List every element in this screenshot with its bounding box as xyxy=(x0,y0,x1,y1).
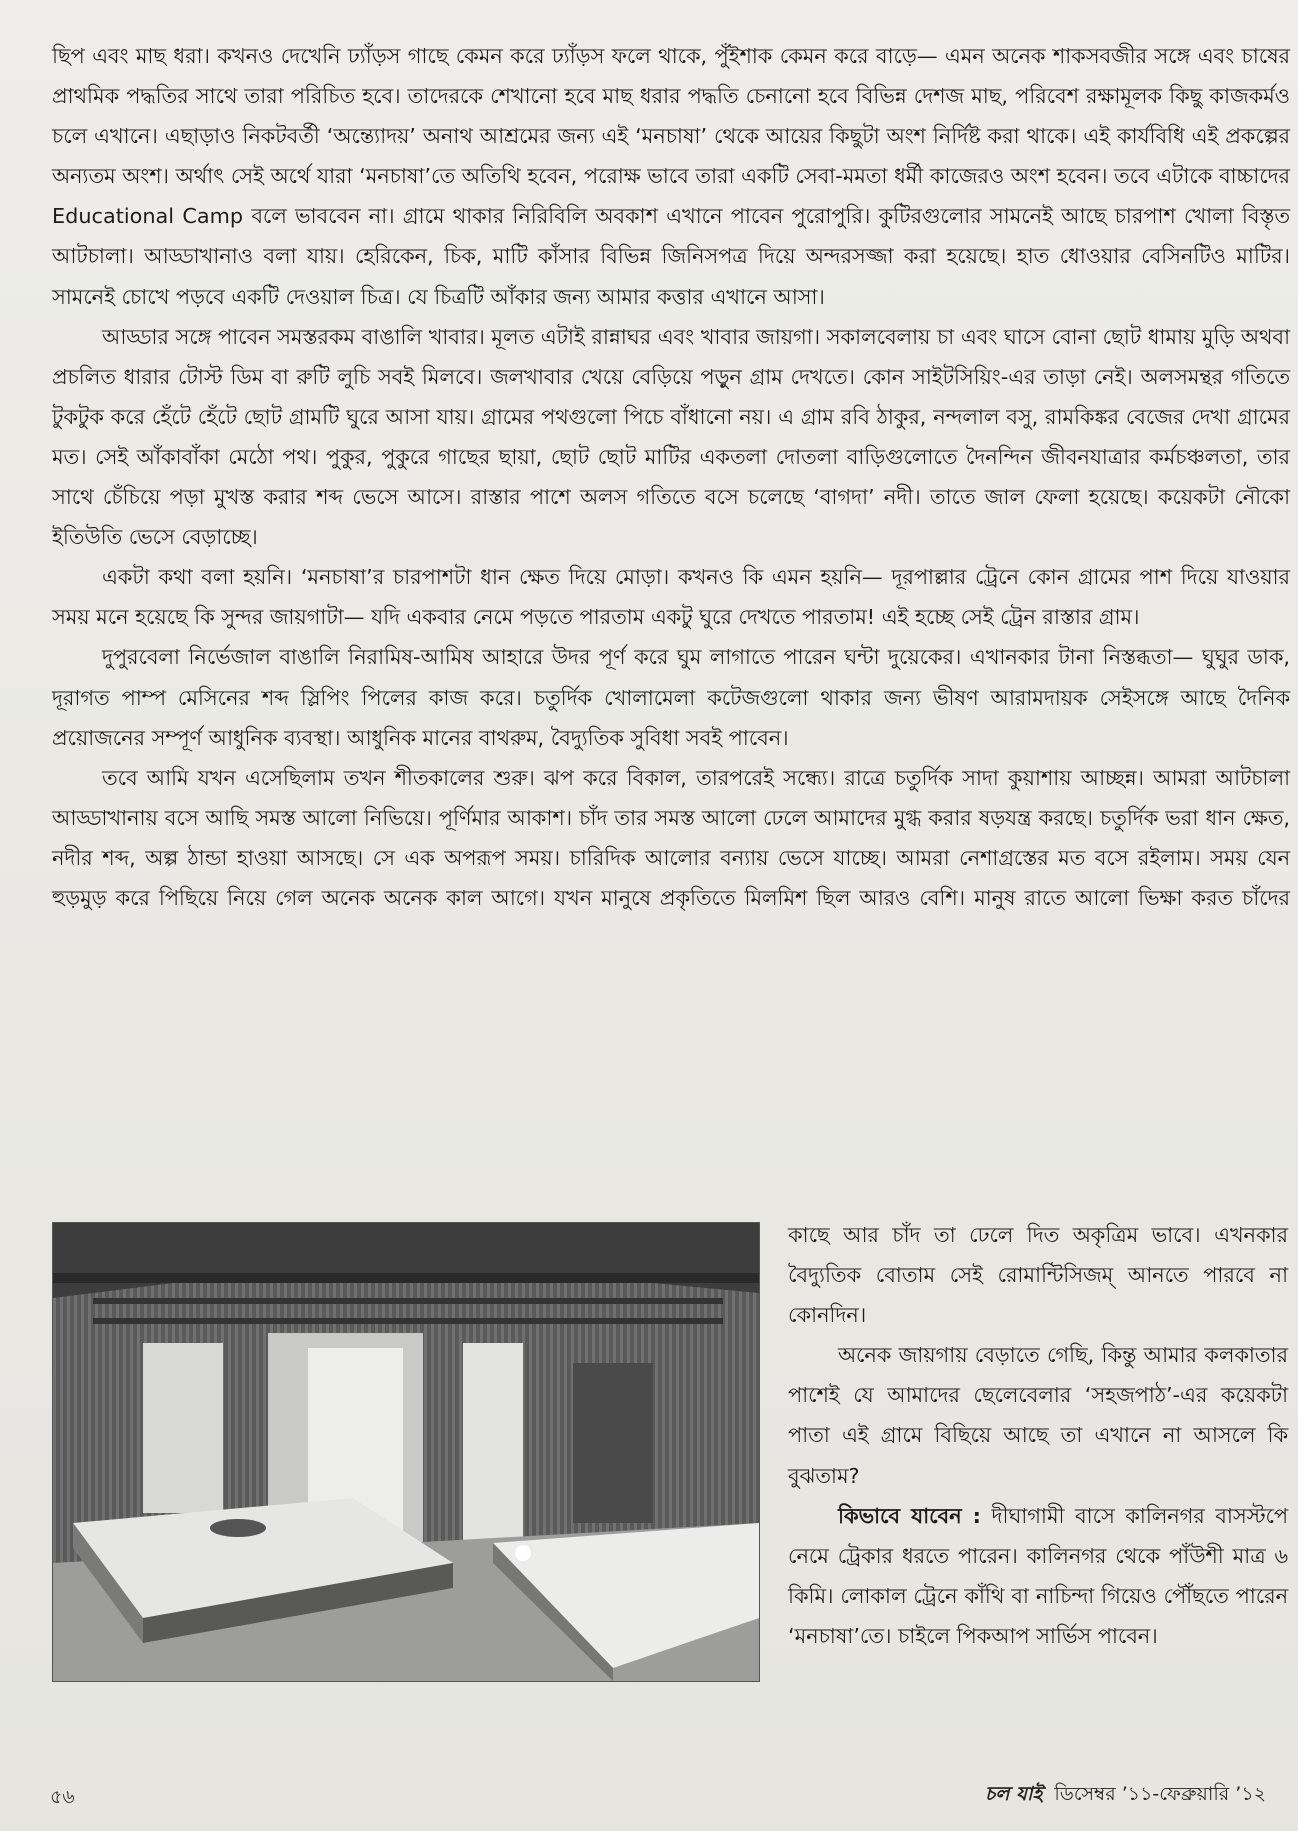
article-body xyxy=(52,36,1290,918)
paragraph-4: দুপুরবেলা নির্ভেজাল বাঙালি নিরামিষ-আমিষ আহারে উদর পূর্ণ করে ঘুম লাগাতে পারেন ঘন্টা দুয়েকের। এখানকার টানা নিস্তব্ধতা— ঘুঘুর ডাক, দূরাগত পাম্প মেসিনের শব্দ স্লিপিং পিলের কাজ করে। চতুর্দিক খোলামেলা কটেজগুলো থাকার জন্য ভীষণ আরামদায়ক সেইসঙ্গে আছে দৈনিক প্রয়োজনের সম্পূর্ণ আধুনিক ব্যবস্থা। আধুনিক মানের বাথরুম, বৈদ্যুতিক সুবিধা সবই পাবেন। xyxy=(52,645,1290,750)
cottage-interior-photo xyxy=(52,1222,760,1682)
page-number: ৫৬ xyxy=(50,1786,75,1808)
paragraph-2: আড্ডার সঙ্গে পাবেন সমস্তরকম বাঙালি খাবার। মূলত এটাই রান্নাঘর এবং খাবার জায়গা। সকালবেলায় চা এবং ঘাসে বোনা ছোট ধামায় মুড়ি অথবা প্রচলিত ধারার টোস্ট ডিম বা রুটি লুচি সবই মিলবে। জলখাবার খেয়ে বেড়িয়ে পড়ুন গ্রাম দেখতে। কোন সাইটসিয়িং-এর তাড়া নেই। অলসমন্থর গতিতে টুকটুক করে হেঁটে হেঁটে ছোট গ্রামটি ঘুরে আসা যায়। গ্রামের পথগুলো পিচে বাঁধানো নয়। এ গ্রাম রবি ঠাকুর, নন্দলাল বসু, রামকিঙ্কর বেজের দেখা গ্রামের মত। সেই আঁকাবাঁকা মেঠো পথ। পুকুর, পুকুরে গাছের ছায়া, ছোট ছোট মাটির একতলা দোতলা বাড়িগুলোতে দৈনন্দিন জীবনযাত্রার কর্মচঞ্চলতা, তার সাথে চেঁচিয়ে পড়া মুখস্ত করার শব্দ ভেসে আসে। রাস্তার পাশে অলস গতিতে বসে চলেছে ‘বাগদা’ নদী। তাতে জাল ফেলা হয়েছে। কয়েকটা নৌকো ইতিউতি ভেসে বেড়াচ্ছে। xyxy=(52,324,1290,550)
paragraph-7: অনেক জায়গায় বেড়াতে গেছি, কিন্তু আমার কলকাতার পাশেই যে আমাদের ছেলেবেলার ‘সহজপাঠ’-এর কয়েকটা পাতা এই গ্রামে বিছিয়ে আছে তা এখানে না আসলে কি বুঝতাম? xyxy=(788,1343,1288,1488)
side-column xyxy=(788,1215,1288,1656)
paragraph-3: একটা কথা বলা হয়নি। ‘মনচাষা’র চারপাশটা ধান ক্ষেত দিয়ে মোড়া। কখনও কি এমন হয়নি— দূরপাল্লার ট্রেনে কোন গ্রামের পাশ দিয়ে যাওয়ার সময় মনে হয়েছে কি সুন্দর জায়গাটা— যদি একবার নেমে পড়তে পারতাম একটু ঘুরে দেখতে পারতাম! এই হচ্ছে সেই ট্রেন রাস্তার গ্রাম। xyxy=(52,565,1290,630)
paragraph-6: কাছে আর চাঁদ তা ঢেলে দিত অকৃত্রিম ভাবে। এখনকার বৈদ্যুতিক বোতাম সেই রোমান্টিসিজম্ আনতে পারবে না কোনদিন। xyxy=(788,1223,1288,1328)
issue-label: ডিসেম্বর ’১১-ফেব্রুয়ারি ’১২ xyxy=(1054,1783,1266,1805)
how-to-go-text: দীঘাগামী বাসে কালিনগর বাসস্টপে নেমে ট্রেকার ধরতে পারেন। কালিনগর থেকে পাঁউশী মাত্র ৬ কিমি। লোকাল ট্রেনে কাঁথি বা নাচিন্দা গিয়েও পৌঁছতে পারেন ‘মনচাষা’তে। চাইলে পিকআপ সার্ভিস পাবেন। xyxy=(788,1503,1288,1648)
magazine-logo: চল যাই xyxy=(985,1783,1043,1805)
paragraph-1: ছিপ এবং মাছ ধরা। কখনও দেখেনি ঢ্যাঁড়স গাছে কেমন করে ঢ্যাঁড়স ফলে থাকে, পুঁইশাক কেমন করে বাড়ে— এমন অনেক শাকসবজীর সঙ্গে এবং চাষের প্রাথমিক পদ্ধতির সাথে তারা পরিচিত হবে। তাদেরকে শেখানো হবে মাছ ধরার পদ্ধতি চেনানো হবে বিভিন্ন দেশজ মাছ, পরিবেশ রক্ষামূলক কিছু কাজকর্মও চলে এখানে। এছাড়াও নিকটবর্তী ‘অন্ত্যোদয়’ অনাথ আশ্রমের জন্য এই ‘মনচাষা’ থেকে আয়ের কিছুটা অংশ নির্দিষ্ট করা থাকে। এই কার্যবিধি এই প্রকল্পের অন্যতম অংশ। অর্থাৎ সেই অর্থে যারা ‘মনচাষা’তে অতিথি হবেন, পরোক্ষ ভাবে তারা একটি সেবা-মমতা ধর্মী কাজেরও অংশ হবেন। তবে এটাকে বাচ্চাদের Educational Camp বলে ভাববেন না। গ্রামে থাকার নিরিবিলি অবকাশ এখানে পাবেন পুরোপুরি। কুটিরগুলোর সামনেই আছে চারপাশ খোলা বিস্তৃত আটচালা। আড্ডাখানাও বলা যায়। হেরিকেন, চিক, মাটি কাঁসার বিভিন্ন জিনিসপত্র দিয়ে অন্দরসজ্জা করা হয়েছে। হাত ধোওয়ার বেসিনটিও মাটির। সামনেই চোখে পড়বে একটি দেওয়াল চিত্র। যে চিত্রটি আঁকার জন্য আমার কত্তার এখানে আসা। xyxy=(52,44,1290,309)
running-footer xyxy=(985,1780,1266,1812)
paragraph-5: তবে আমি যখন এসেছিলাম তখন শীতকালের শুরু। ঝপ করে বিকাল, তারপরেই সন্ধ্যে। রাত্রে চতুর্দিক সাদা কুয়াশায় আচ্ছন্ন। আমরা আটচালা আড্ডাখানায় বসে আছি সমস্ত আলো নিভিয়ে। পূর্ণিমার আকাশ। চাঁদ তার সমস্ত আলো ঢেলে আমাদের মুগ্ধ করার ষড়যন্ত্র করছে। চতুর্দিক ভরা ধান ক্ষেত, নদীর শব্দ, অল্প ঠান্ডা হাওয়া আসছে। সে এক অপরূপ সময়। চারিদিক আলোর বন্যায় ভেসে যাচ্ছে। আমরা নেশাগ্রস্তের মত বসে রইলাম। সময় যেন হুড়মুড় করে পিছিয়ে নিয়ে গেল অনেক অনেক কাল আগে। যখন মানুষে প্রকৃতিতে মিলমিশ ছিল আরও বেশি। মানুষ রাতে আলো ভিক্ষা করত চাঁদের xyxy=(52,765,1290,910)
how-to-go-heading: কিভাবে যাবেন : xyxy=(838,1503,981,1528)
how-to-go-paragraph xyxy=(788,1496,1288,1656)
